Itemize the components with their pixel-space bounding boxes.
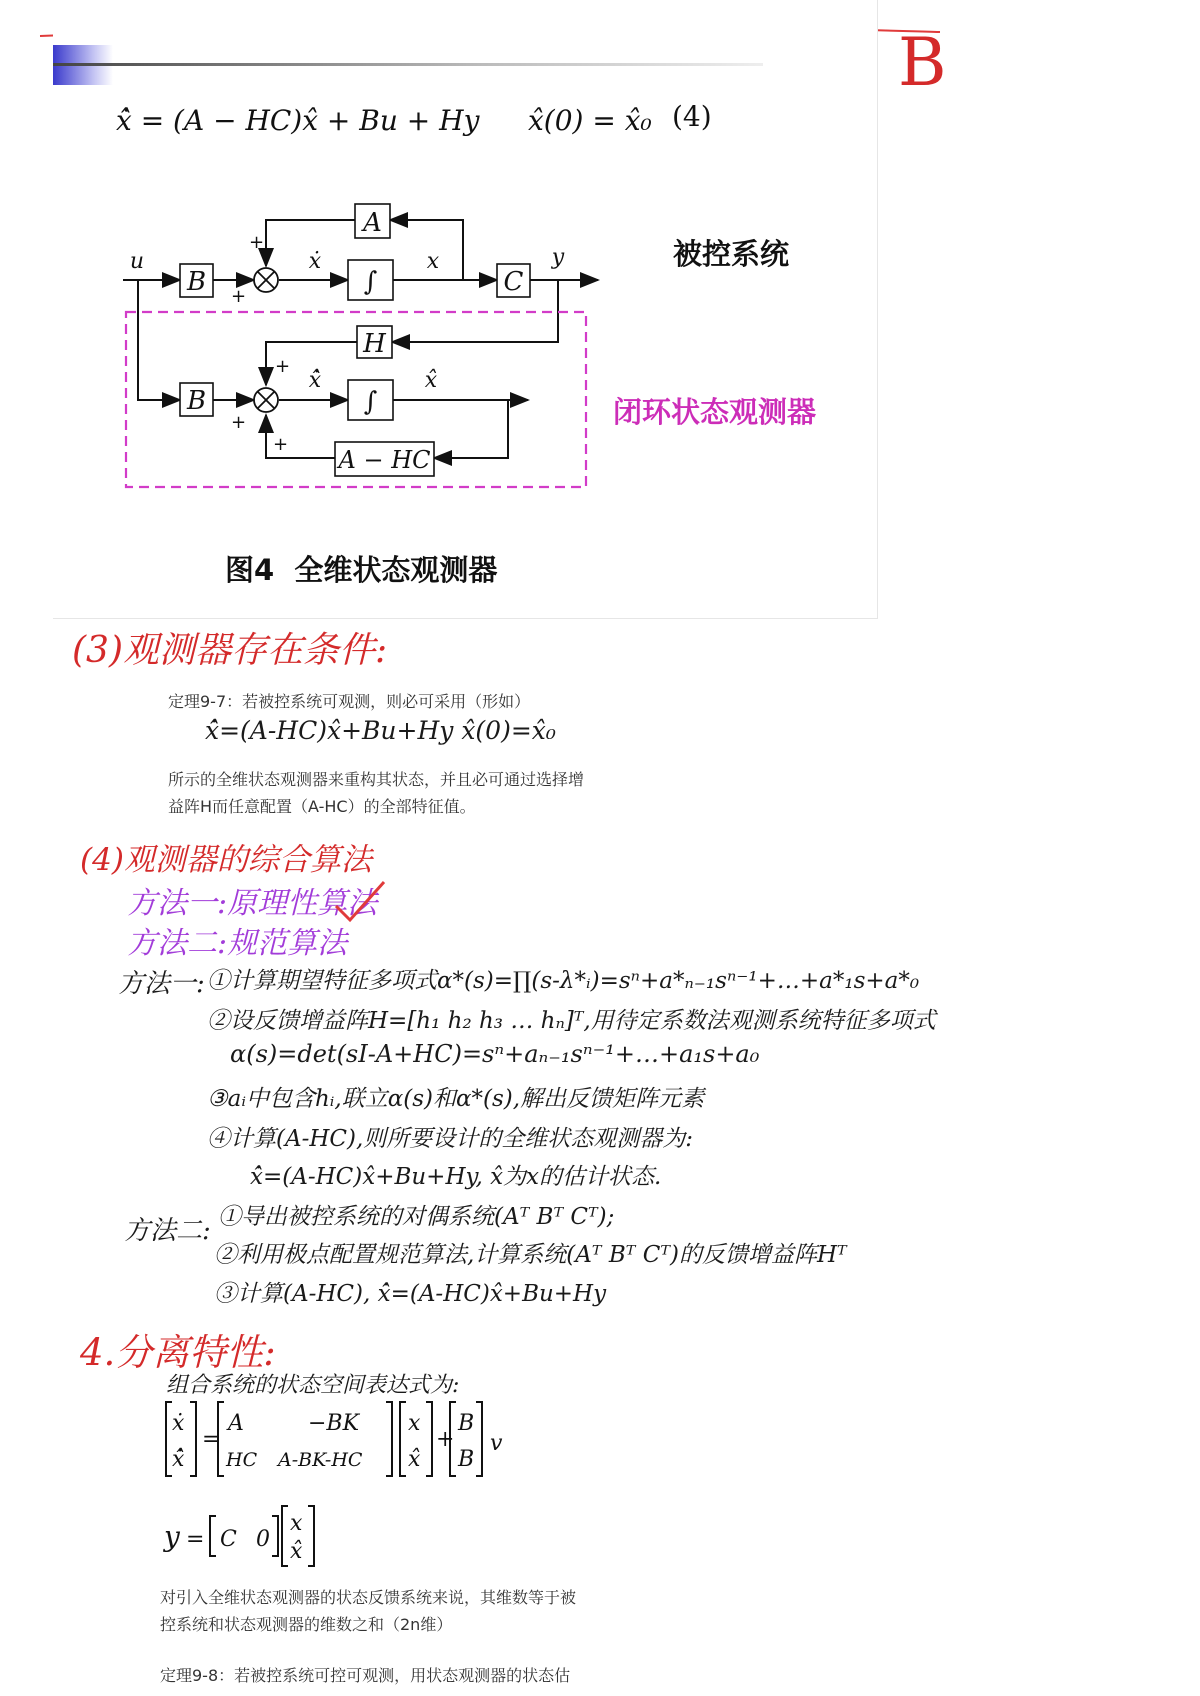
signal-x: x <box>426 249 440 274</box>
plus-sign: + <box>275 356 291 377</box>
matrix-entry: −BK <box>308 1411 360 1436</box>
equation-number: (4) <box>672 100 712 133</box>
theorem-9-7-text-2: 益阵H而任意配置（A-HC）的全部特征值。 <box>168 797 476 816</box>
block-a-minus-hc: A − HC <box>338 446 431 474</box>
matrix-entry: v <box>490 1431 503 1456</box>
method-2-label: 方法二: <box>124 1216 211 1246</box>
mark-letter-b: B <box>898 24 947 101</box>
signal-u: u <box>129 249 145 274</box>
section-4-heading: (4)观测器的综合算法 <box>80 842 372 878</box>
block-h: H <box>363 329 386 359</box>
block-a: A <box>363 208 382 238</box>
separation-subtitle: 组合系统的状态空间表达式为: <box>166 1373 460 1398</box>
method-1-step: ③aᵢ中包含hᵢ,联立α(s)和α*(s),解出反馈矩阵元素 <box>207 1086 705 1112</box>
method-2-title: 方法二:规范算法 <box>127 926 348 961</box>
signal-xdot: ẋ <box>308 249 322 274</box>
observer-equation: ẋ̂ = (A − HC)x̂ + Bu + Hy <box>116 104 480 137</box>
matrix-entry: x̂ <box>408 1447 421 1472</box>
block-integrator-observer: ∫ <box>363 387 378 417</box>
separation-text-1: 对引入全维状态观测器的状态反馈系统来说，其维数等于被 <box>160 1588 577 1607</box>
method-1-step: x̂̇=(A-HC)x̂+Bu+Hy, x̂为x的估计状态. <box>250 1164 662 1190</box>
handwritten-observer-eq: x̂̇=(A-HC)x̂+Bu+Hy x̂(0)=x̂₀ <box>205 716 556 745</box>
signal-xhatdot: ẋ̂ <box>308 368 322 393</box>
theorem-9-7-text-1: 所示的全维状态观测器来重构其状态，并且必可通过选择增 <box>168 770 585 789</box>
matrix-entry: x̂̇ <box>172 1447 185 1472</box>
method-1-title: 方法一:原理性算法 <box>127 886 378 921</box>
matrix-entry: y <box>164 1520 180 1553</box>
matrix-entry: C <box>220 1527 237 1552</box>
header-rule <box>53 63 763 66</box>
signal-y: y <box>551 245 565 270</box>
method-2-step: ②利用极点配置规范算法,计算系统(Aᵀ Bᵀ Cᵀ)的反馈增益阵Hᵀ <box>214 1242 847 1268</box>
matrix-entry: B <box>458 1411 475 1436</box>
method-1-step: ②设反馈增益阵H=[h₁ h₂ h₃ … hₙ]ᵀ,用待定系数法观测系统特征多项式 <box>207 1008 936 1034</box>
matrix-entry: ẋ <box>172 1411 185 1436</box>
plus-sign: + <box>231 412 247 433</box>
matrix-entry: x̂ <box>290 1539 303 1564</box>
matrix-entry: B <box>458 1447 475 1472</box>
observer-block-diagram <box>53 180 877 510</box>
matrix-entry: A-BK-HC <box>278 1449 363 1471</box>
separation-text-2: 控系统和状态观测器的维数之和（2n维） <box>160 1615 453 1634</box>
method-2-step: ③计算(A-HC), x̂̇=(A-HC)x̂+Bu+Hy <box>214 1281 607 1307</box>
method-1-step: ④计算(A-HC),则所要设计的全维状态观测器为: <box>207 1126 694 1152</box>
plus-sign: + <box>273 434 289 455</box>
plus-sign: + <box>249 232 265 253</box>
combined-system-matrix-equation <box>160 1398 520 1578</box>
theorem-9-8: 定理9-8：若被控系统可控可观测，用状态观测器的状态估 <box>160 1666 571 1685</box>
matrix-entry: x <box>408 1411 421 1436</box>
figure-caption: 图4 全维状态观测器 <box>225 553 498 587</box>
block-integrator-plant: ∫ <box>363 267 378 297</box>
lecture-slide <box>53 0 878 619</box>
svg-text:+: + <box>436 1427 455 1452</box>
matrix-entry: x <box>290 1511 303 1536</box>
theorem-9-7: 定理9-7：若被控系统可观测，则必可采用（形如） <box>168 692 531 711</box>
initial-condition: x̂(0) = x̂₀ <box>528 104 652 137</box>
matrix-entry: A <box>228 1411 244 1436</box>
block-c: C <box>503 267 524 297</box>
section-3-heading: (3)观测器存在条件: <box>72 630 388 671</box>
method-1-label: 方法一: <box>118 969 205 999</box>
label-closed-loop-observer: 闭环状态观测器 <box>613 395 817 429</box>
method-2-step: ①导出被控系统的对偶系统(Aᵀ Bᵀ Cᵀ); <box>218 1204 615 1230</box>
plus-sign: + <box>231 286 247 307</box>
method-1-step: ①计算期望特征多项式α*(s)=∏(s-λ*ᵢ)=sⁿ+a*ₙ₋₁sⁿ⁻¹+…+a*₁s+a*₀ <box>207 968 920 994</box>
svg-text:=: = <box>186 1527 205 1552</box>
matrix-entry: HC <box>226 1449 258 1471</box>
slide-header-bar <box>53 45 763 85</box>
label-plant-system: 被控系统 <box>673 237 790 271</box>
matrix-entry: 0 <box>256 1527 270 1552</box>
block-b-observer: B <box>186 386 207 416</box>
block-b-plant: B <box>186 267 207 297</box>
method-1-step: α(s)=det(sI-A+HC)=sⁿ+aₙ₋₁sⁿ⁻¹+…+a₁s+a₀ <box>230 1040 760 1068</box>
separation-heading: 4.分离特性: <box>80 1331 276 1374</box>
svg-text:=: = <box>202 1427 221 1452</box>
signal-xhat: x̂ <box>424 368 438 393</box>
